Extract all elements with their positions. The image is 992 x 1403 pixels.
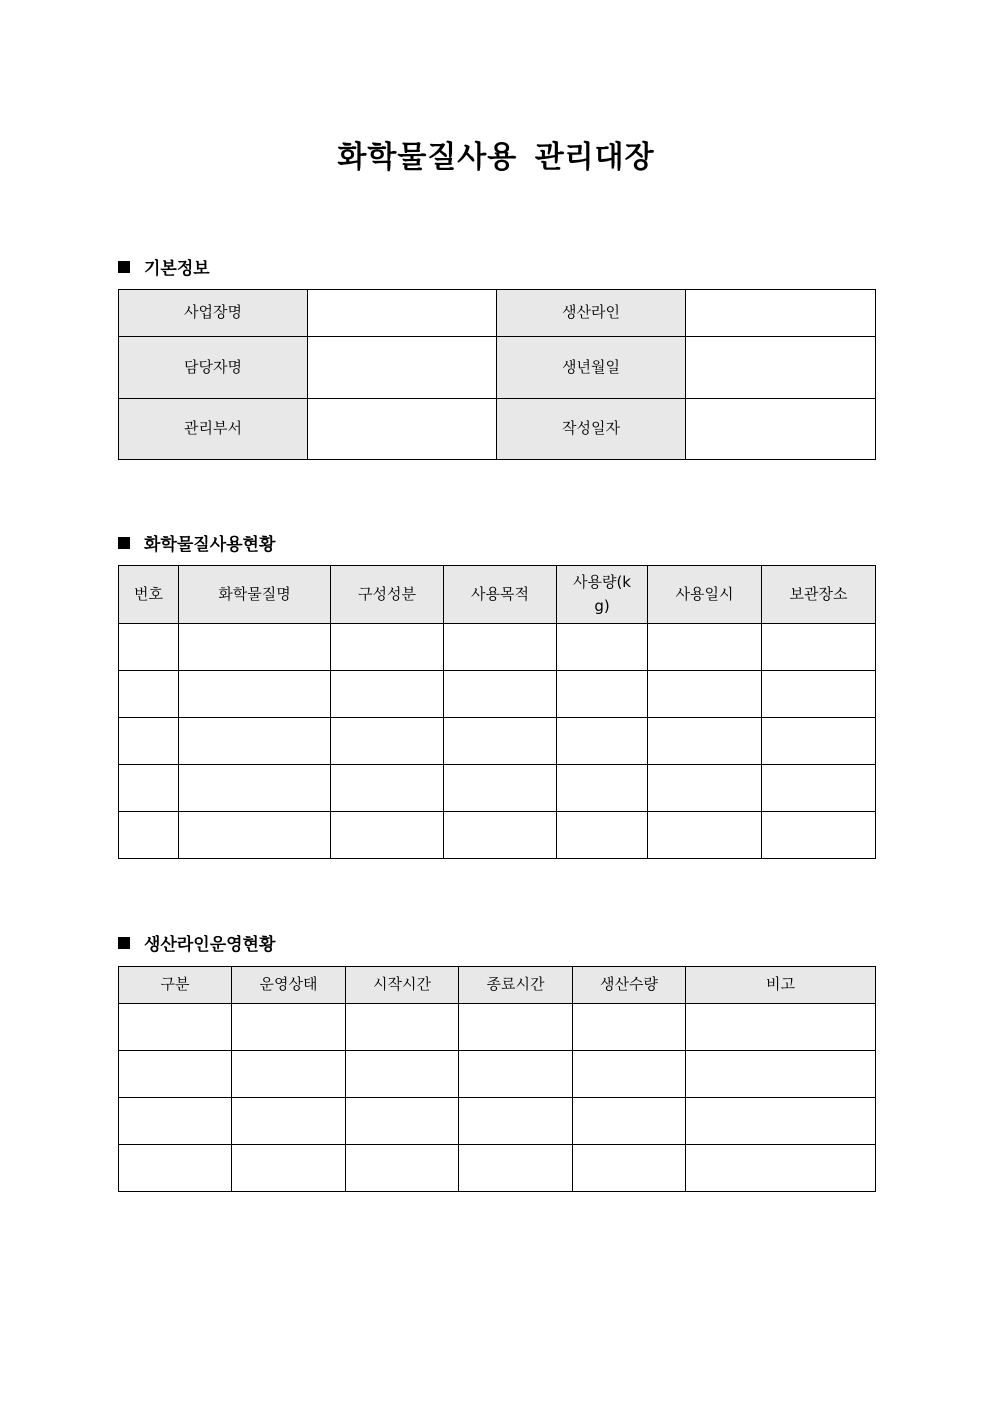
table-cell[interactable] xyxy=(346,1051,459,1098)
table-cell[interactable] xyxy=(573,1098,686,1145)
label-manager-name: 담당자명 xyxy=(119,337,308,399)
table-cell[interactable] xyxy=(444,671,557,718)
table-cell[interactable] xyxy=(762,718,876,765)
label-created-date: 작성일자 xyxy=(497,399,686,460)
table-cell[interactable] xyxy=(331,765,444,812)
table-row xyxy=(119,1098,876,1145)
table-cell[interactable] xyxy=(459,1004,573,1051)
line-operation-table xyxy=(118,966,876,1192)
table-cell[interactable] xyxy=(119,765,179,812)
table-cell[interactable] xyxy=(648,765,762,812)
table-cell[interactable] xyxy=(648,718,762,765)
col-operation-status: 운영상태 xyxy=(232,967,346,1004)
basic-info-row xyxy=(119,337,876,399)
table-cell[interactable] xyxy=(762,624,876,671)
table-cell[interactable] xyxy=(119,1004,232,1051)
label-workplace: 사업장명 xyxy=(119,290,308,337)
col-composition: 구성성분 xyxy=(331,566,444,624)
document-title: 화학물질사용 관리대장 xyxy=(337,140,655,175)
table-cell[interactable] xyxy=(459,1098,573,1145)
table-cell[interactable] xyxy=(686,1145,876,1192)
square-bullet-icon xyxy=(118,261,130,273)
chemical-usage-heading-label: 화학물질사용현황 xyxy=(144,535,276,555)
table-cell[interactable] xyxy=(557,671,648,718)
table-cell[interactable] xyxy=(119,671,179,718)
table-cell[interactable] xyxy=(762,812,876,859)
table-cell[interactable] xyxy=(232,1051,346,1098)
col-remarks: 비고 xyxy=(686,967,876,1004)
line-operation-heading xyxy=(118,930,275,955)
col-production-quantity: 생산수량 xyxy=(573,967,686,1004)
table-cell[interactable] xyxy=(648,671,762,718)
table-cell[interactable] xyxy=(119,812,179,859)
table-cell[interactable] xyxy=(557,812,648,859)
table-cell[interactable] xyxy=(179,624,331,671)
col-purpose: 사용목적 xyxy=(444,566,557,624)
line-operation-heading-label: 생산라인운영현황 xyxy=(144,935,276,955)
table-cell[interactable] xyxy=(331,718,444,765)
field-workplace[interactable] xyxy=(308,290,497,337)
table-cell[interactable] xyxy=(573,1004,686,1051)
table-row xyxy=(119,1051,876,1098)
table-cell[interactable] xyxy=(346,1098,459,1145)
chemical-usage-table xyxy=(118,565,876,859)
table-cell[interactable] xyxy=(444,624,557,671)
col-usage-datetime: 사용일시 xyxy=(648,566,762,624)
square-bullet-icon xyxy=(118,937,130,949)
col-end-time: 종료시간 xyxy=(459,967,573,1004)
table-cell[interactable] xyxy=(648,624,762,671)
field-created-date[interactable] xyxy=(686,399,876,460)
chemical-usage-heading xyxy=(118,530,275,555)
table-cell[interactable] xyxy=(648,812,762,859)
basic-info-row xyxy=(119,399,876,460)
table-cell[interactable] xyxy=(762,671,876,718)
col-storage-location: 보관장소 xyxy=(762,566,876,624)
table-cell[interactable] xyxy=(232,1004,346,1051)
table-row xyxy=(119,718,876,765)
table-cell[interactable] xyxy=(331,624,444,671)
table-cell[interactable] xyxy=(179,718,331,765)
table-cell[interactable] xyxy=(762,765,876,812)
table-cell[interactable] xyxy=(557,624,648,671)
field-manager-name[interactable] xyxy=(308,337,497,399)
col-usage-amount: 사용량(kg) xyxy=(557,566,648,624)
table-cell[interactable] xyxy=(331,671,444,718)
col-number: 번호 xyxy=(119,566,179,624)
field-department[interactable] xyxy=(308,399,497,460)
table-cell[interactable] xyxy=(232,1145,346,1192)
table-cell[interactable] xyxy=(557,718,648,765)
table-cell[interactable] xyxy=(119,1098,232,1145)
basic-info-table xyxy=(118,289,876,460)
col-chemical-name: 화학물질명 xyxy=(179,566,331,624)
table-cell[interactable] xyxy=(444,812,557,859)
table-cell[interactable] xyxy=(232,1098,346,1145)
table-cell[interactable] xyxy=(179,765,331,812)
basic-info-heading-label: 기본정보 xyxy=(144,259,210,279)
table-cell[interactable] xyxy=(459,1051,573,1098)
table-cell[interactable] xyxy=(179,671,331,718)
table-row xyxy=(119,671,876,718)
table-cell[interactable] xyxy=(444,765,557,812)
table-cell[interactable] xyxy=(686,1051,876,1098)
table-cell[interactable] xyxy=(444,718,557,765)
table-header-row xyxy=(119,566,876,624)
table-cell[interactable] xyxy=(331,812,444,859)
label-birth-date: 생년월일 xyxy=(497,337,686,399)
table-cell[interactable] xyxy=(119,1145,232,1192)
field-birth-date[interactable] xyxy=(686,337,876,399)
table-row xyxy=(119,812,876,859)
field-production-line[interactable] xyxy=(686,290,876,337)
table-row xyxy=(119,765,876,812)
basic-info-row xyxy=(119,290,876,337)
table-header-row xyxy=(119,967,876,1004)
table-cell[interactable] xyxy=(119,1051,232,1098)
table-cell[interactable] xyxy=(346,1145,459,1192)
table-cell[interactable] xyxy=(557,765,648,812)
table-cell[interactable] xyxy=(686,1098,876,1145)
table-cell[interactable] xyxy=(346,1004,459,1051)
table-cell[interactable] xyxy=(179,812,331,859)
table-row xyxy=(119,1145,876,1192)
label-production-line: 생산라인 xyxy=(497,290,686,337)
col-category: 구분 xyxy=(119,967,232,1004)
table-cell[interactable] xyxy=(686,1004,876,1051)
basic-info-heading xyxy=(118,254,210,279)
table-row xyxy=(119,1004,876,1051)
col-start-time: 시작시간 xyxy=(346,967,459,1004)
square-bullet-icon xyxy=(118,537,130,549)
label-department: 관리부서 xyxy=(119,399,308,460)
table-cell[interactable] xyxy=(573,1051,686,1098)
table-row xyxy=(119,624,876,671)
table-cell[interactable] xyxy=(119,718,179,765)
table-cell[interactable] xyxy=(459,1145,573,1192)
table-cell[interactable] xyxy=(573,1145,686,1192)
table-cell[interactable] xyxy=(119,624,179,671)
